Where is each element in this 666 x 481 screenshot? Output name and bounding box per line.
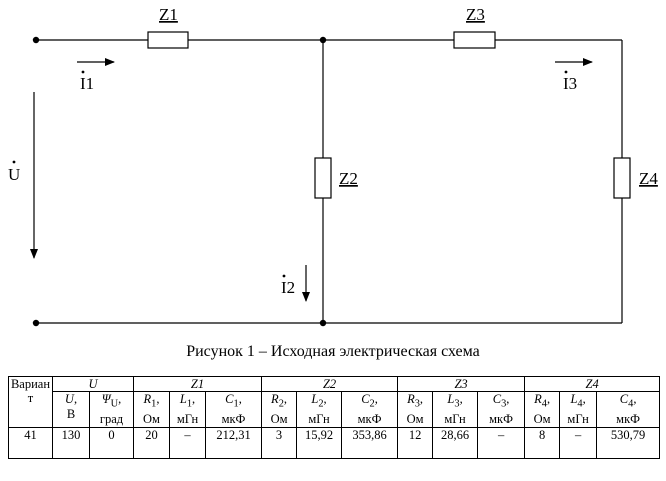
phasor-dot-i3 [565, 71, 568, 74]
column-symbol: L [179, 392, 187, 406]
column-subscript: 1 [151, 398, 157, 410]
column-subscript: 2 [278, 398, 284, 410]
terminal-top [33, 37, 39, 43]
column-unit: мГн [176, 411, 199, 426]
column-unit: мГн [308, 411, 330, 426]
table-group-header-row [9, 377, 660, 392]
impedance-z4 [614, 158, 630, 198]
column-subscript: 2 [318, 398, 324, 410]
terminal-bottom [33, 320, 39, 326]
column-unit: Ом [270, 411, 288, 426]
column-subscript: 3 [501, 398, 507, 410]
column-subscript: 3 [454, 398, 460, 410]
column-unit: мкФ [221, 411, 246, 426]
column-subscript: 1 [186, 398, 193, 410]
value-cell-6: 15,92 [297, 427, 342, 458]
group-header-z2 [262, 377, 398, 392]
value-cell-13: 530,79 [597, 427, 660, 458]
column-header-4: $C_1$, мкФ [206, 392, 262, 428]
column-header-7: $C_2$, мкФ [342, 392, 398, 428]
column-header-6: $L_2$, мГн [297, 392, 342, 428]
column-unit: мГн [444, 411, 466, 426]
column-header-1: $\Psi_U$, град [90, 392, 134, 428]
column-symbol: L [570, 392, 578, 406]
value-cell-12: – [560, 427, 597, 458]
group-header-z4-text: Z4 [585, 377, 599, 391]
value-cell-1: 0 [90, 427, 134, 458]
column-unit: мкФ [489, 411, 513, 426]
value-cell-10: – [478, 427, 525, 458]
column-symbol: C [492, 392, 502, 406]
arrows [34, 62, 592, 301]
value-cell-5: 3 [262, 427, 297, 458]
label-i2: I2 [281, 278, 296, 297]
column-symbol: Ψ [101, 392, 111, 406]
column-unit: В [66, 407, 76, 421]
label-z2: Z2 [339, 169, 358, 188]
label-u: U [8, 165, 21, 184]
group-header-z3 [398, 377, 525, 392]
column-symbol: C [361, 392, 370, 406]
label-i3: I3 [563, 74, 578, 93]
value-cell-8: 12 [398, 427, 433, 458]
impedance-z3 [454, 32, 495, 48]
column-subscript: U [110, 398, 119, 410]
label-z1: Z1 [159, 5, 178, 24]
column-header-13: $C_4$, мкФ [597, 392, 660, 428]
column-header-3: $L_1$, мГн [170, 392, 206, 428]
column-unit: Ом [406, 411, 424, 426]
column-unit: Ом [533, 411, 551, 426]
column-symbol: L [311, 392, 319, 406]
value-cell-4: 212,31 [206, 427, 262, 458]
column-symbol: C [225, 392, 234, 406]
column-unit: мкФ [357, 411, 382, 426]
column-symbol: U [64, 392, 74, 406]
column-subscript: 3 [414, 398, 420, 410]
group-header-z1 [134, 377, 262, 392]
column-subscript: 1 [233, 398, 239, 410]
table-column-header-row [9, 392, 660, 428]
column-header-9: $L_3$, мГн [433, 392, 478, 428]
column-header-8: $R_3$, Ом [398, 392, 433, 428]
column-symbol: R [407, 392, 415, 406]
group-header-z2-text: Z2 [322, 377, 337, 391]
column-symbol: R [143, 392, 152, 406]
column-header-12: $L_4$, мГн [560, 392, 597, 428]
column-subscript: 4 [541, 398, 547, 410]
label-z4: Z4 [639, 169, 658, 188]
column-subscript: 4 [577, 398, 583, 410]
column-unit: Ом [143, 411, 160, 426]
impedance-z1 [148, 32, 188, 48]
column-symbol: R [534, 392, 542, 406]
variant-cell: 41 [9, 427, 53, 458]
group-header-z4 [525, 377, 660, 392]
variant-header: Вариант [9, 377, 53, 428]
impedance-z2 [315, 158, 331, 198]
phasor-dot-u [13, 161, 16, 164]
group-header-z3-text: Z3 [454, 377, 468, 391]
column-unit: мкФ [616, 411, 641, 426]
column-symbol: C [619, 392, 629, 406]
column-header-0: U, В [53, 392, 90, 428]
table-row [9, 427, 660, 458]
column-header-2: $R_1$, Ом [134, 392, 170, 428]
column-subscript: 2 [369, 398, 375, 410]
phasor-dot-i2 [283, 275, 286, 278]
parameters-table [8, 376, 660, 459]
column-symbol: R [271, 392, 279, 406]
figure-caption: Рисунок 1 – Исходная электрическая схема [186, 343, 480, 360]
value-cell-3: – [170, 427, 206, 458]
phasor-dot-i1 [82, 71, 85, 74]
value-cell-7: 353,86 [342, 427, 398, 458]
node-bottom [320, 320, 326, 326]
node-top [320, 37, 326, 43]
label-i1: I1 [80, 74, 95, 93]
column-unit: мГн [567, 411, 589, 426]
group-header-z1-text: Z1 [190, 377, 205, 391]
column-symbol: L [447, 392, 455, 406]
value-cell-9: 28,66 [433, 427, 478, 458]
column-header-10: $C_3$, мкФ [478, 392, 525, 428]
column-header-5: $R_2$, Ом [262, 392, 297, 428]
value-cell-2: 20 [134, 427, 170, 458]
impedances [148, 32, 630, 198]
column-subscript: 4 [628, 398, 634, 410]
value-cell-0: 130 [53, 427, 90, 458]
column-header-11: $R_4$, Ом [525, 392, 560, 428]
value-cell-11: 8 [525, 427, 560, 458]
column-unit: град [99, 411, 124, 426]
group-header-u: U [53, 377, 134, 392]
label-z3: Z3 [466, 5, 485, 24]
